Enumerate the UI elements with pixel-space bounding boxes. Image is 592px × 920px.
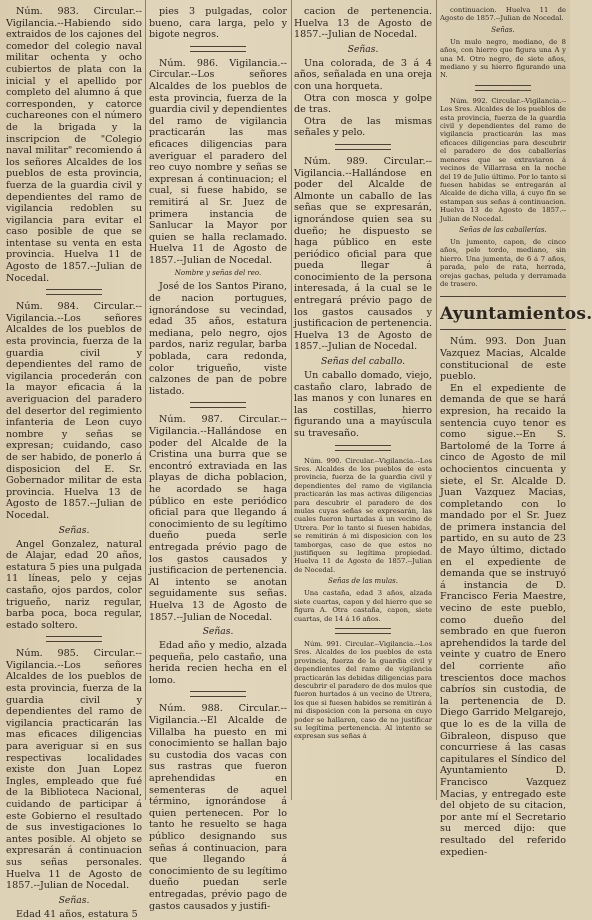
column-1 [6, 6, 142, 920]
section-heading: Señas de las mulas. [328, 577, 398, 586]
column-rule [291, 0, 292, 800]
article-990: Núm. 990. Circular.--Vigilancia.--Los Sres. Alcaldes de los pueblos de esta provincia, fuerza de la guardia civil y dependientes del ramo de vigilancia practicarán las mas activas diligencias para descubrir el paradero de dos mulas cuyas señas se expresarán, las cuales fueron hurtadas á un vecino de Utrera. Por lo tanto si fuesen habidas, se remitirán á mi disposicion con los tamborgas, caso de que estos no justifiquen su legítima propiedad. Huelva 11 de Agosto de 1857.--Julian de Nocedal. [294, 456, 432, 574]
separator [190, 402, 246, 408]
article-988: Núm. 988. Circular.--Vigilancia.--El Alcalde de Villalba ha puesto en mi conocimiento se hallan bajo su custodia dos vacas con sus rastras que fueron aprehendidas en sementeras de aquel término, ignorándose á quien pertenecen. Por lo tanto he resuelto se haga público designando sus señas á continuacion, para que llegando á conocimiento de su legítimo dueño puedan serle entregadas, prévio pago de gastos causados y justifi- [149, 703, 287, 912]
article-993-body: En el expediente de demanda de que se hará expresion, ha recaido la sentencia cuyo tenor es como sigue.--En S. Bartolomé de la Torre á cinco de Agosto de mil ochocientos cincuenta y siete, el Sr. Alcalde D. Juan Vazquez Macias, completando con lo mandado por el Sr. Juez de primera instancia del partido, en su auto de 23 de Mayo último, dictado en el expediente de demanda que se instruyó á instancia de D. Francisco Feria Maestre, vecino de este pueblo, como dueño del sembrado en que fueron aprehendidos la tarde del veinte y cuatro de Enero del corriente año trescientos doce machos cabríos sin custodia, de la pertenencia de D. Diego Garrido Melgarejo, que lo es de la villa de Gibraleon, dispuso que concurriese á las casas capitulares el Síndico del Ayuntamiento D. Francisco Vazquez Macias, y entregado este del objeto de su citacion, por ante mí el Secretario su merced dijo: que resultado del referido expedien- [440, 382, 566, 858]
section-rule [440, 296, 566, 297]
section-heading: Señas. [491, 25, 515, 34]
description-984: Angel Gonzalez, natural de Alajar, edad 20 años, estatura 5 pies una pulgada 11 líneas, pelo y cejas castaño, ojos pardos, color trigueño, nariz regular, barba poca, boca regular, estado soltero. [6, 538, 142, 631]
description-992: Un jumento, capon, de cinco años, pelo tordo, mediano, sin hierro. Una jumenta, de 6 á 7 años, parada, pelo de rata, herrada, orejas gachas, peluda y derramada de trasero. [440, 237, 566, 288]
separator [335, 628, 391, 634]
separator [335, 144, 391, 150]
article-991: Núm. 991. Circular.--Vigilancia.--Los Sres. Alcaldes de los pueblos de esta provincia, fuerza de la guardia civil y dependientes del ramo de vigilancia practicarán las debidas diligencias para descubrir el paradero de dos mulos que fueron hurtados á un vecino de Utrera, los que si fuesen habidos se remitirán á mi disposicion con la persona en cuyo poder se hallaren, caso de no justificar su legítima pertenencia. Al intento se expresan sus señas á [294, 639, 432, 741]
article-985: Núm. 985. Circular.--Vigilancia.--Los señores Alcaldes de los pueblos de esta provincia, fuerza de la guardia civil y dependientes del ramo de vigilancia practicarán las mas eficaces diligencias para averiguar si en sus respectivas localidades existe don Juan Lopez Ingles, empleado que fué de la Biblioteca Nacional, cuidando de participar á este Gobierno el resultado de sus investigaciones lo antes posible. Al objeto se expresarán á continuacion sus señas personales. Huelva 11 de Agosto de 1857.--Julian de Nocedal. [6, 648, 142, 892]
section-heading: Señas. [202, 626, 234, 638]
description-990: Una castaña, edad 3 años, alzada siete cuartas, capon y del hierro que se figura A. Otra castaña, capon, siete cuartas, de 14 á 16 años. [294, 589, 432, 623]
column-rule [145, 0, 146, 800]
article-986: Núm. 986. Vigilancia.--Circular.--Los señores Alcaldes de los pueblos de esta provincia, fuerza de la guardia civil y dependientes del ramo de vigilancia practicarán las mas eficaces diligencias para averiguar el paradero del reo cuyo nombre y señas se expresan á continuacion; el cual, si fuese habido, se remitirá al Sr. Juez de primera instancia de Sanlucar la Mayor por quien se halla reclamado. Huelva 11 de Agosto de 1857.--Julian de Nocedal. [149, 57, 287, 266]
section-heading: Señas. [347, 43, 379, 55]
description-986: José de los Santos Pirano, de nacion portugues, ignorándose su vecindad, edad 35 años, estatura mediana, pelo negro, ojos pardos, nariz regular, barba poblada, cara redonda, color trigueño, viste calzones de pan de pobre listado. [149, 281, 287, 397]
column-4 [440, 6, 592, 858]
column-rule [436, 0, 437, 800]
separator [475, 85, 531, 91]
separator [190, 691, 246, 697]
separator [46, 289, 102, 295]
continuation-text: pies 3 pulgadas, color bueno, cara larga, pelo y bigote negros. [149, 6, 287, 41]
article-987: Núm. 987. Circular.--Vigilancia.--Hallándose en poder del Alcalde de la Cristina una burra que se encontró extraviada en las playas de dicha poblacion, he acordado se haga público en este periódico oficial para que llegando á conocimiento de su legítimo dueño pueda serle entregada prévio pago de los gastos causados y justificacion de pertenencia. Al intento se anotan seguidamente sus señas. Huelva 13 de Agosto de 1857.--Julian de Nocedal. [149, 414, 287, 623]
column-2 [149, 6, 287, 912]
section-heading: Señas. [58, 894, 90, 906]
description-989: Un caballo domado, viejo, castaño claro, labrado de las manos y con lunares en las costillas, hierro figurando una a mayúscula su travesaño. [294, 370, 432, 439]
description-985: Edad 41 años, estatura 5 [16, 908, 138, 920]
article-989: Núm. 989. Circular.--Vigilancia.--Hallándose en poder del Alcalde de Almonte un caballo de las señas que se expresarán, ignorándose quien sea su dueño; he dispuesto se haga público en este periódico oficial para que pueda llegar á conocimiento de la persona interesada, á la cual se le entregará prévio pago de los gastos causados y justificacion de pertenencia. Huelva 13 de Agosto de 1857.--Julian de Nocedal. [294, 155, 432, 353]
description-line: Una colorada, de 3 á 4 años, señalada en una oreja con una horqueta. [294, 57, 432, 92]
section-heading: Nombre y señas del reo. [174, 269, 262, 278]
section-heading: Señas del caballo. [320, 356, 406, 368]
continuation-text: continuacion. Huelva 11 de Agosto de 1857.--Julian de Nocedal. [440, 6, 566, 23]
article-983: Núm. 983. Circular.--Vigilancia.--Habiendo sido extraidos de los cajones del comedor del colegio naval militar ochenta y ocho cubiertos de plata con la inicial y el apellido por completo del alumno á que corresponden, y catorce cuchareones con el número de la brigada y la inscripcion de "Colegio naval militar" recomiendo á los señores Alcaldes de los pueblos de esta provincia, fuerza de la guardia civil y dependientes del ramo de vigilancia redoblen su vigilancia para evitar el caso posible de que se intentase su venta en esta provincia. Huelva 11 de Agosto de 1857.--Julian de Nocedal. [6, 6, 142, 284]
article-984: Núm. 984. Circular.--Vigilancia.--Los señores Alcaldes de los pueblos de esta provincia, fuerza de la guardia civil y dependientes del ramo de vigilancia procederán con la mayor eficacia á la averiguacion del paradero del desertor del regimiento infanteria de Leon cuyo nombre y señas se expresan; cuidando, caso de ser habido, de ponerlo á disposicion del E. Sr. Gobernador militar de esta provincia. Huelva 13 de Agosto de 1857.--Julian de Nocedal. [6, 301, 142, 521]
article-993: Núm. 993. Don Juan Vazquez Macias, Alcalde constitucional de este pueblo. [440, 336, 566, 383]
description-991: Un mulo negro, mediano, de 8 años, con hierro que figura una A y una M. Otro negro, de siete años, mediano y su hierro figurando una N. [440, 37, 566, 80]
separator [335, 445, 391, 451]
section-rule [440, 329, 566, 330]
continuation-text: cacion de pertenencia. Huelva 13 de Agosto de 1857.--Julian de Nocedal. [294, 6, 432, 41]
article-992: Núm. 992. Circular.--Vigilancia.--Los Sres. Alcaldes de los pueblos de esta provincia, fuerza de la guardia civil y dependientes del ramo de vigilancia practicarán las mas eficaces diligencias para descubrir el paradero de dos caballerías menores que se extraviaron á vecinos de Villarrasa en la noche del 19 de Julio último. Por lo tanto si fuesen habidas se entregarán al Alcalde de dicha villa, á cuyo fin se estampan sus señas á continuacion. Huelva 13 de Agosto de 1857.--Julian de Nocedal. [440, 96, 566, 223]
description-987: Edad año y medio, alzada pequeña, pelo castaño, una herida recien hecha en el lomo. [149, 640, 287, 686]
description-line: Otra con mosca y golpe de tras. [294, 92, 432, 116]
section-title: Ayuntamientos. [440, 304, 592, 325]
description-line: Otra de las mismas señales y pelo. [294, 115, 432, 139]
separator [190, 46, 246, 52]
separator [46, 636, 102, 642]
column-3 [294, 6, 432, 796]
section-heading: Señas de las caballerías. [459, 225, 547, 234]
section-heading: Señas. [58, 524, 90, 536]
